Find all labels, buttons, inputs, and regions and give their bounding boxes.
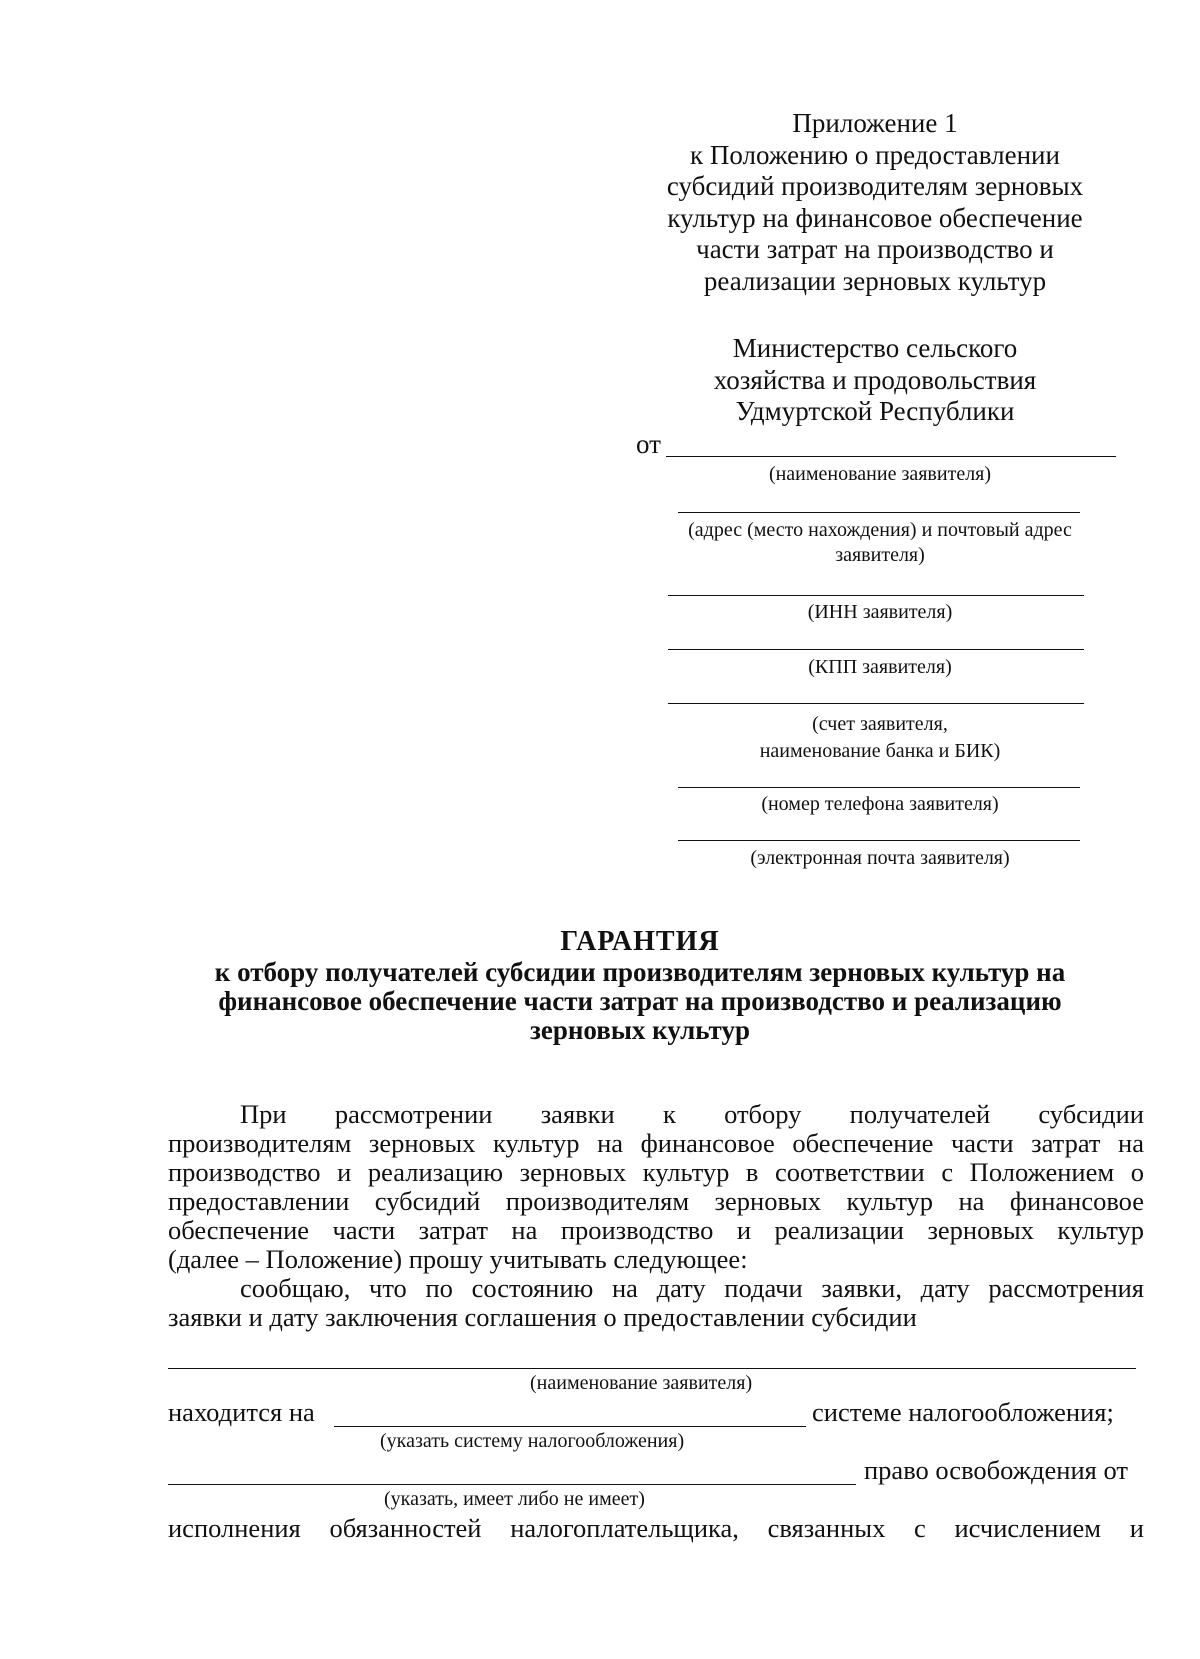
appendix-header [615, 108, 1135, 297]
appendix-line: культур на финансовое обеспечение [667, 202, 1083, 233]
email-caption: (электронная почта заявителя) [750, 847, 1010, 869]
word: исполнения [168, 1513, 301, 1543]
ministry-line: хозяйства и продовольствия [713, 364, 1037, 395]
phone-caption: (номер телефона заявителя) [761, 793, 999, 815]
ministry-addressee [640, 333, 1110, 428]
paragraph-line: сообщаю, что по состоянию на дату подачи заявки, дату рассмотрения [240, 1273, 1144, 1303]
paragraph-line: обеспечение части затрат на производство и реализации зерновых культур [168, 1215, 1144, 1245]
paragraph-line: заявки и дату заключения соглашения о предоставлении субсидии [168, 1302, 917, 1332]
exemption-line[interactable] [168, 1484, 856, 1485]
ministry-line: Удмуртской Республики [735, 396, 1015, 426]
title-main: ГАРАНТИЯ [560, 926, 720, 957]
inn-line[interactable] [668, 595, 1084, 596]
paragraph-2 [168, 1274, 1144, 1332]
title-subline: к отбору получателей субсидии производителям зерновых культур на [214, 957, 1066, 987]
exemption-caption: (указать, имеет либо не имеет) [384, 1488, 645, 1510]
word: связанных [767, 1513, 886, 1543]
paragraph-line: производство и реализацию зерновых культур в соответствии с Положением о [168, 1157, 1144, 1187]
applicant-name-caption: (наименование заявителя) [768, 463, 992, 485]
word: налогоплательщика, [510, 1513, 739, 1543]
ministry-line: Министерство сельского [732, 333, 1018, 363]
applicant-address-caption-cont: заявителя) [835, 544, 925, 566]
tax-suffix-wrap [812, 1397, 1142, 1428]
applicant-address-line[interactable] [678, 512, 1080, 513]
word: субсидии [1038, 1099, 1144, 1129]
exemption-suffix: право освобождения от [864, 1455, 1128, 1485]
paragraph-1-first-line [168, 1100, 1144, 1129]
word: заявки [540, 1099, 615, 1129]
inn-caption: (ИНН заявителя) [807, 601, 953, 623]
word: При [240, 1099, 287, 1129]
word: обязанностей [329, 1513, 482, 1543]
tax-suffix: системе налогообложения; [812, 1397, 1114, 1427]
applicant-name-line[interactable] [666, 456, 1116, 457]
account-caption: (счет заявителя, [812, 713, 948, 735]
appendix-line: реализации зерновых культур [703, 265, 1047, 296]
paragraph-line: производителям зерновых культур на финансовое обеспечение части затрат на [168, 1128, 1144, 1158]
appendix-line: к Положению о предоставлении [690, 139, 1060, 170]
word: получателей [849, 1099, 991, 1129]
appendix-line: части затрат на производство и [696, 234, 1054, 264]
body-applicant-name-line[interactable] [168, 1368, 1136, 1369]
tax-system-line[interactable] [334, 1426, 806, 1427]
email-line[interactable] [678, 840, 1080, 841]
paragraph-line: (далее – Положение) прошу учитывать следующее: [168, 1244, 748, 1274]
paragraph-line: предоставлении субсидий производителям зерновых культур на финансовое [168, 1186, 1144, 1216]
exemption-suffix-wrap [864, 1455, 1144, 1486]
appendix-line: Приложение 1 [792, 108, 958, 138]
word: исчислением [954, 1513, 1102, 1543]
word: отбору [724, 1099, 802, 1129]
word: и [1129, 1513, 1144, 1543]
word: с [914, 1513, 926, 1543]
body-applicant-name-caption: (наименование заявителя) [530, 1372, 753, 1394]
paragraph-3-start [168, 1514, 1144, 1543]
paragraph-1 [168, 1100, 1144, 1274]
kpp-line[interactable] [668, 649, 1084, 650]
tax-system-caption: (указать систему налогообложения) [380, 1430, 685, 1452]
phone-line[interactable] [678, 787, 1080, 788]
title-subline: финансовое обеспечение части затрат на производство и реализацию [218, 986, 1062, 1016]
document-title [150, 927, 1130, 1045]
tax-prefix: находится на [168, 1397, 315, 1427]
account-line[interactable] [668, 703, 1084, 704]
word: рассмотрении [334, 1099, 493, 1129]
appendix-line: субсидий производителям зерновых [666, 171, 1084, 201]
title-subline: зерновых культур [530, 1015, 750, 1045]
paragraph-line [168, 1514, 1144, 1543]
account-caption-cont: наименование банка и БИК) [759, 740, 1001, 762]
word: к [662, 1099, 676, 1129]
from-label: от [636, 429, 661, 459]
kpp-caption: (КПП заявителя) [808, 656, 952, 678]
applicant-address-caption: (адрес (место нахождения) и почтовый адрес [688, 519, 1072, 541]
